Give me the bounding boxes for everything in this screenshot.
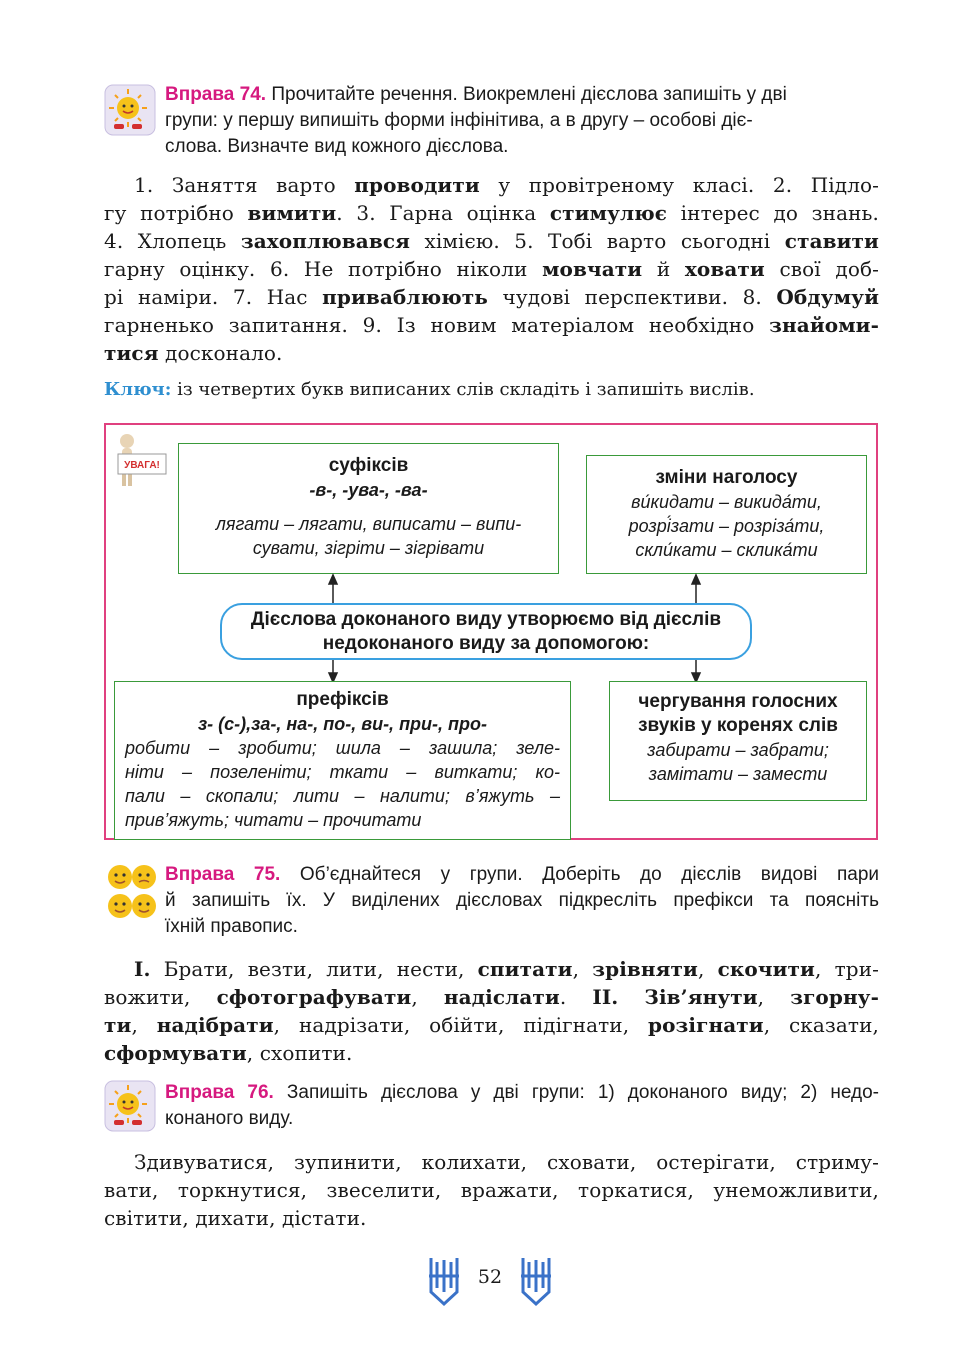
vowel-example-1: забирати – забрати; — [647, 740, 829, 760]
text-line: вожити, сфотографувати, надіслати. II. Зів’янути, згорну- — [104, 985, 879, 1009]
stress-example-1: ви́кидати – викида́ти, — [631, 492, 822, 512]
suffix-list: -в-, -ува-, -ва- — [309, 480, 428, 500]
page-number: 52 — [477, 1266, 503, 1288]
vowel-title-1: чергування голосних — [638, 691, 838, 712]
vowel-title-2: звуків у коренях слів — [638, 715, 838, 736]
stress-example-2: розрі́зати – розріза́ти, — [628, 516, 825, 536]
text-line: 1. Заняття варто проводити у провітреному класі. 2. Підло- — [134, 173, 879, 197]
prefix-box — [114, 681, 571, 840]
ex75-instruction: Вправа 75. Об’єднайтеся у групи. Доберіть до дієслів видові пари й запишіть їх. У виділених дієсловах підкресліть префікси та поясніть їхній правопис. — [165, 864, 879, 937]
prefix-title: префіксів — [296, 689, 389, 710]
page-footer — [425, 1252, 555, 1308]
key-text: із четвертих букв виписаних слів складіть і запишіть вислів. — [171, 379, 755, 400]
text-line: сформувати, схопити. — [104, 1041, 353, 1065]
text-line: гарненько запитання. 9. Із новим матеріалом необхідно знайоми- — [104, 313, 879, 337]
text-line: Здивуватися, зупинити, колихати, сховати, остерігати, стриму- — [134, 1150, 879, 1174]
ornament-icon — [517, 1252, 555, 1308]
center-line-1: Дієслова доконаного виду утворюємо від дієслів — [250, 609, 722, 630]
text-line: ти, надібрати, надрізати, обійти, підігнати, розігнати, сказати, — [104, 1013, 879, 1037]
vowel-example-2: замітати – замести — [648, 764, 828, 784]
ex74-title: Вправа 74. — [165, 84, 267, 105]
text-line: світити, дихати, дістати. — [104, 1206, 367, 1230]
suffix-example-2: сувати, зігріти – зігрівати — [252, 538, 485, 558]
text-line: 4. Хлопець захоплювався хімією. 5. Тобі варто сьогодні ставити — [104, 229, 879, 253]
ex75-title: Вправа 75. — [165, 864, 281, 885]
warning-label: УВАГА! — [124, 460, 160, 471]
text-line: рі наміри. 7. Нас приваблюють чудові перспективи. 8. Обдумуй — [104, 285, 880, 309]
stress-title: зміни наголосу — [655, 467, 798, 488]
vowel-box — [609, 681, 867, 801]
prefix-example-2: ніти – позеленіти; ткати – виткати; ко- — [125, 762, 560, 782]
text-line: гарну оцінку. 6. Не потрібно ніколи мовчати й ховати свої доб- — [104, 257, 879, 281]
group-smileys-icon — [104, 862, 160, 922]
text-line: вати, торкнутися, звеселити, вражати, торкатися, унеможливити, — [104, 1178, 879, 1202]
stress-example-3: скли́кати – склика́ти — [635, 540, 818, 560]
ex76-instruction: Вправа 76. Запишіть дієслова у дві групи: 1) доконаного виду; 2) недо- конаного виду. — [165, 1082, 879, 1129]
ornament-icon — [425, 1252, 463, 1308]
ex76-title: Вправа 76. — [165, 1082, 274, 1103]
key-label: Ключ: — [104, 379, 172, 400]
suffix-title: суфіксів — [328, 455, 409, 476]
sun-icon — [104, 1080, 156, 1132]
ex76-words — [104, 1148, 879, 1232]
center-line-2: недоконаного виду за допомогою: — [322, 633, 650, 654]
text-line: гу потрібно вимити. 3. Гарна оцінка стимулює інтерес до знань. — [104, 201, 879, 225]
center-statement — [220, 603, 752, 660]
text-line: тися досконало. — [104, 341, 283, 365]
prefix-example-1: робити – зробити; шила – зашила; зеле- — [125, 738, 560, 758]
prefix-list: з- (с-),за-, на-, по-, ви-, при-, про- — [197, 714, 488, 734]
prefix-example-3: пали – скопали; лити – налити; в’яжуть – — [125, 786, 560, 806]
ex74-instruction: Вправа 74. Прочитайте речення. Виокремлені дієслова запишіть у дві групи: у першу випишіть форми інфінітива, а в другу – особові діє- слова. Визначте вид кожного дієслова. — [165, 84, 787, 157]
ex75-words — [104, 955, 879, 1067]
prefix-example-4: прив’яжуть; читати – прочитати — [125, 810, 422, 830]
suffix-example-1: лягати – лягати, виписати – випи- — [215, 514, 522, 534]
text-line: I. Брати, везти, лити, нести, спитати, зрівняти, скочити, три- — [134, 957, 879, 981]
